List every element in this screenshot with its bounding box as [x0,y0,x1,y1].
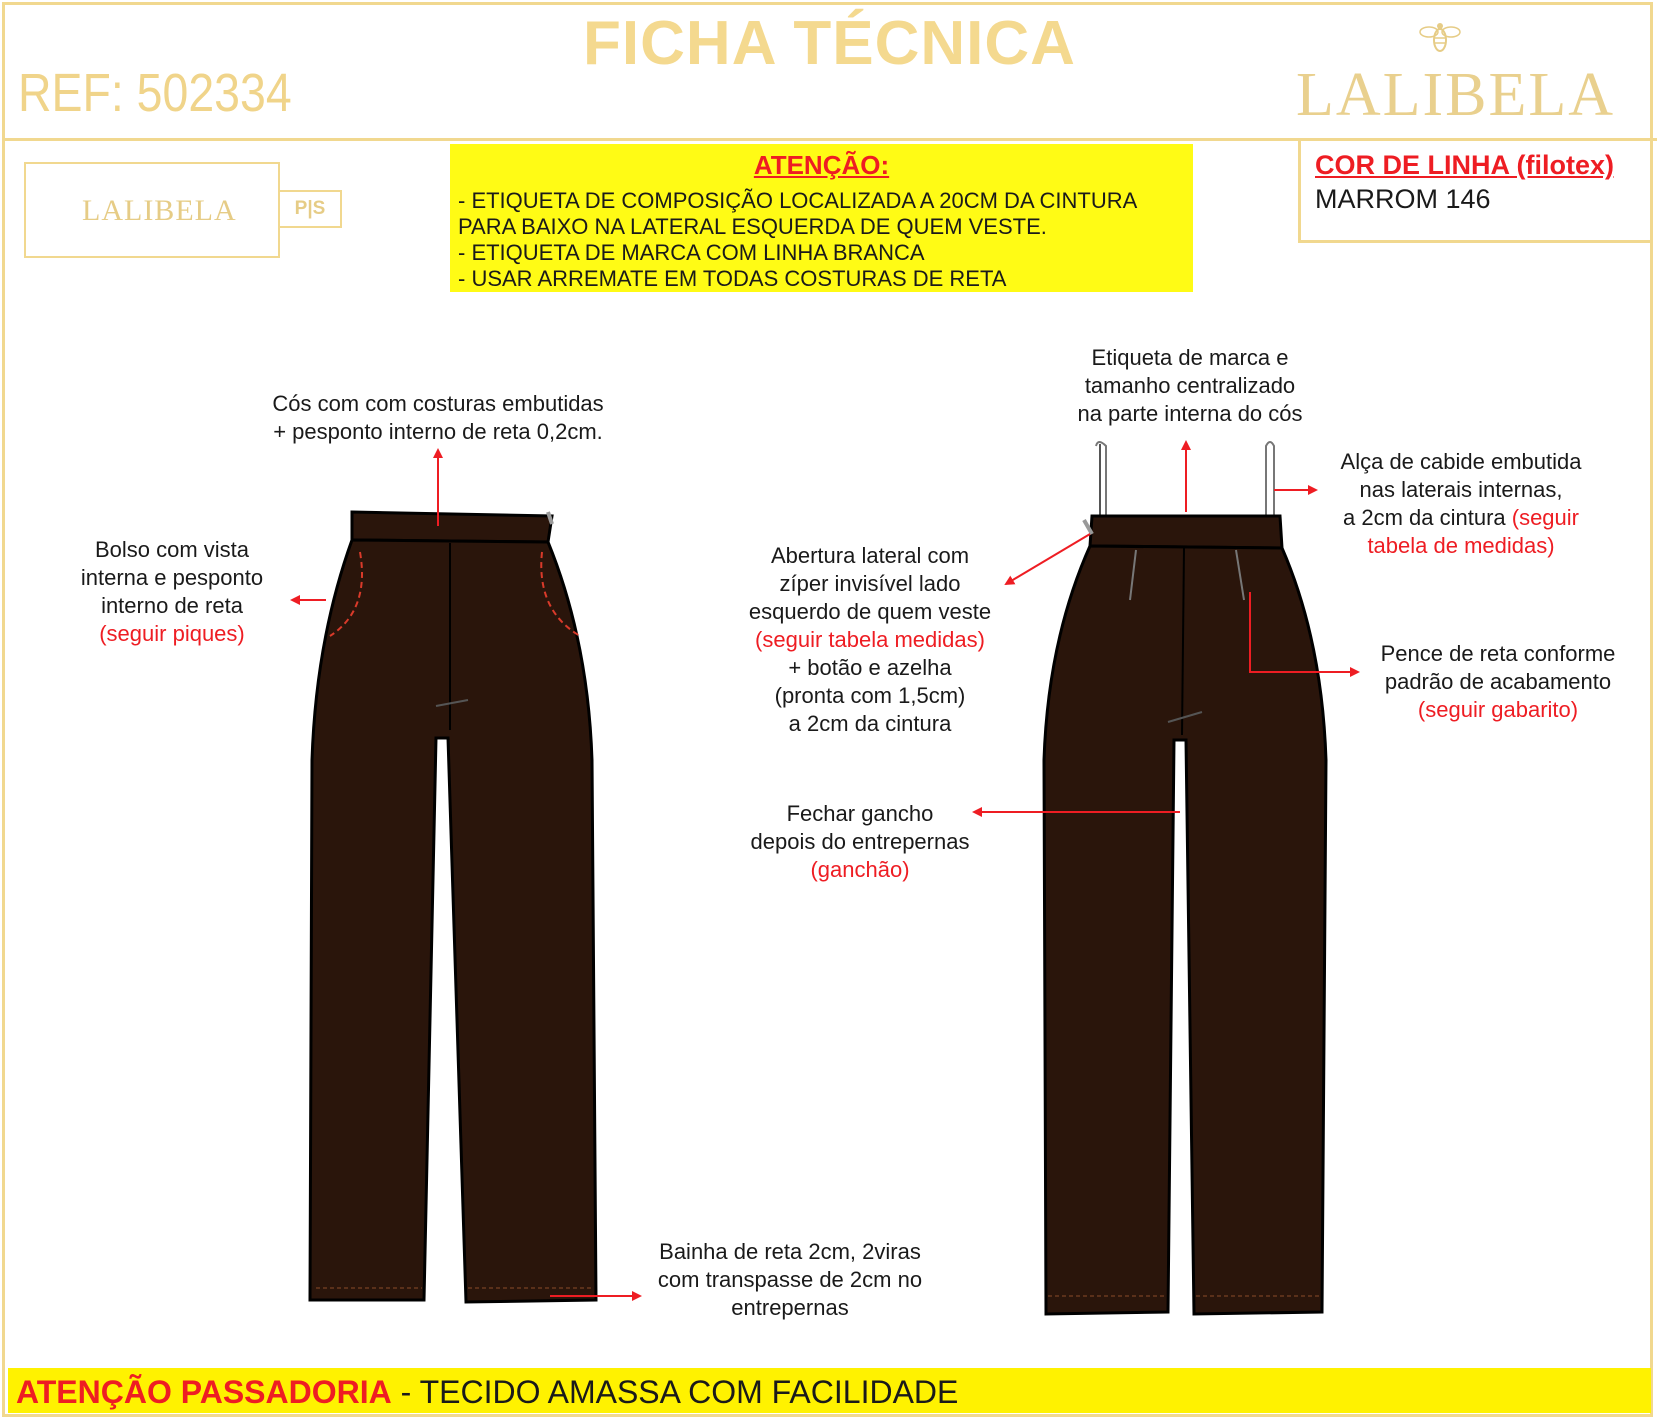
note-line: entrepernas [731,1295,849,1320]
note-line: padrão de acabamento [1384,669,1612,694]
note-pocket [60,536,284,648]
note-dart [1348,640,1648,724]
note-line: + botão e azelha [788,655,952,680]
note-line: a 2cm da cintura [788,711,952,736]
attention-line: - ETIQUETA DE MARCA COM LINHA BRANCA [458,240,925,265]
note-side-opening [720,542,1020,738]
note-line: Fechar gancho [786,801,934,826]
thread-color-title: COR DE LINHA (filotex) [1315,150,1614,180]
footer-text [16,1374,958,1411]
brand-label-text: LALIBELA [82,194,237,227]
note-line-red: (seguir gabarito) [1417,697,1579,722]
note-line: interno de reta [101,593,243,618]
brand-logo: LALIBELA [1296,61,1616,129]
thread-color-value: MARROM 146 [1315,184,1491,214]
note-line-red: tabela de medidas) [1367,533,1555,558]
note-line: Abertura lateral com [770,543,970,568]
attention-line: - ETIQUETA DE COMPOSIÇÃO LOCALIZADA A 20CM DA CINTURA [458,188,1138,213]
page-title: FICHA TÉCNICA [583,9,1076,78]
note-line: na parte interna do cós [1077,401,1303,426]
footer-alert: ATENÇÃO PASSADORIA [16,1374,392,1410]
note-line: + pesponto interno de reta 0,2cm. [273,419,603,444]
note-line [1306,504,1616,532]
note-line: Pence de reta conforme [1380,641,1616,666]
note-line: Bainha de reta 2cm, 2viras [659,1239,921,1264]
note-line: depois do entrepernas [750,829,970,854]
note-waistband [228,390,648,446]
note-line: (pronta com 1,5cm) [774,683,966,708]
footer-message: - TECIDO AMASSA COM FACILIDADE [391,1374,959,1410]
note-line: Etiqueta de marca e [1091,345,1289,370]
reference-code: REF: 502334 [18,63,292,123]
note-line-red: (ganchão) [810,857,910,882]
note-line: tamanho centralizado [1084,373,1296,398]
note-line: interna e pesponto [80,565,264,590]
back-pants-drawing [1044,442,1326,1314]
note-line-red: (seguir piques) [99,621,245,646]
attention-line: - USAR ARREMATE EM TODAS COSTURAS DE RETA [458,266,1007,291]
note-line: nas laterais internas, [1359,477,1563,502]
note-text: a 2cm da cintura [1343,505,1512,530]
note-line: Cós com com costuras embutidas [272,391,604,416]
note-text-red: (seguir [1511,505,1579,530]
note-line: zíper invisível lado [779,571,961,596]
size-tab: P|S [278,190,342,228]
note-line: Alça de cabide embutida [1340,449,1582,474]
note-line: Bolso com vista [94,537,250,562]
attention-line: PARA BAIXO NA LATERAL ESQUERDA DE QUEM VESTE. [458,214,1047,239]
note-line: esquerdo de quem veste [748,599,992,624]
note-brand-label [1040,344,1340,428]
note-hem [622,1238,958,1322]
note-hanger-loop [1306,448,1616,560]
note-line-red: (seguir tabela medidas) [755,627,985,652]
front-pants-drawing [310,512,596,1302]
note-crotch [728,800,992,884]
note-line: com transpasse de 2cm no [657,1267,923,1292]
attention-title: ATENÇÃO: [753,150,890,180]
